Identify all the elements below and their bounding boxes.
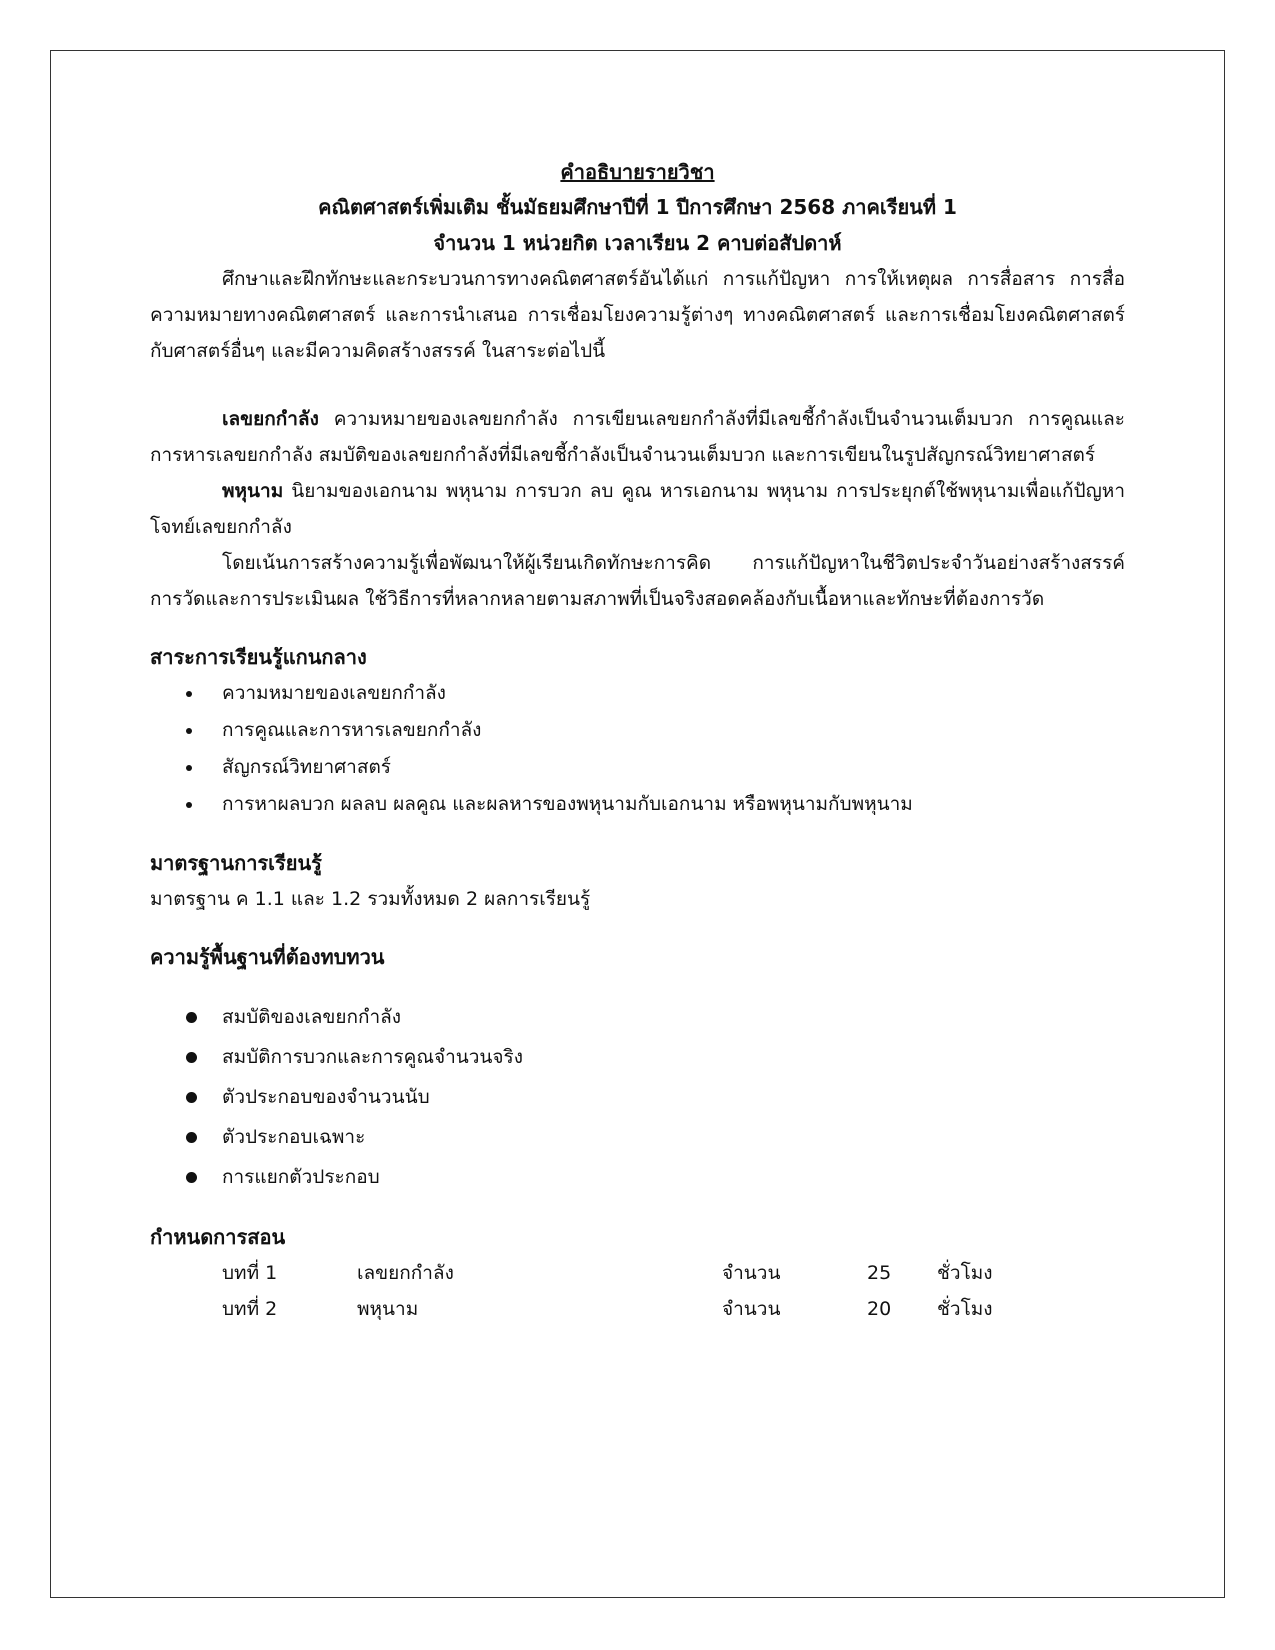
- polynomial-label: พหุนาม: [222, 480, 284, 502]
- list-item-text: ตัวประกอบเฉพาะ: [222, 1126, 366, 1148]
- list-item: [186, 1037, 1125, 1077]
- exponent-text: ความหมายของเลขยกกำลัง การเขียนเลขยกกำลังที่มีเลขชี้กำลังเป็นจำนวนเต็มบวก การคูณและการหารเลขยกกำลัง สมบัติของเลขยกกำลังที่มีเลขชี้กำลังเป็นจำนวนเต็มบวก และการเขียนในรูปสัญกรณ์วิทยาศาสตร์: [150, 408, 1125, 466]
- list-item-text: การหาผลบวก ผลลบ ผลคูณ และผลหารของพหุนามกับเอกนาม หรือพหุนามกับพหุนาม: [222, 793, 913, 815]
- list-item: [186, 675, 1125, 712]
- bullet-icon: [186, 1052, 197, 1063]
- list-item: [186, 1117, 1125, 1157]
- unit-cell: บทที่ 2: [222, 1298, 278, 1320]
- list-item-text: ความหมายของเลขยกกำลัง: [222, 682, 446, 704]
- document-body: [150, 155, 1125, 1327]
- list-item: [186, 1157, 1125, 1197]
- exponent-label: เลขยกกำลัง: [222, 408, 319, 430]
- spacer: [150, 823, 1125, 845]
- prerequisites-list: [150, 997, 1125, 1197]
- spacer: [150, 975, 1125, 997]
- prerequisites-heading: ความรู้พื้นฐานที่ต้องทบทวน: [150, 945, 385, 969]
- polynomial-text: นิยามของเอกนาม พหุนาม การบวก ลบ คูณ หารเอกนาม พหุนาม การประยุกต์ใช้พหุนามเพื่อแก้ปัญหาโจทย์เลขยกกำลัง: [150, 480, 1125, 538]
- bullet-icon: [186, 1092, 197, 1103]
- bullet-icon: [186, 1012, 197, 1023]
- table-row: [222, 1291, 1057, 1327]
- spacer: [150, 369, 1125, 401]
- standards-text: มาตรฐาน ค 1.1 และ 1.2 รวมทั้งหมด 2 ผลการเรียนรู้: [150, 888, 591, 910]
- bullet-icon: [186, 765, 192, 771]
- list-item-text: ตัวประกอบของจำนวนนับ: [222, 1086, 430, 1108]
- document-title: คำอธิบายรายวิชา: [560, 160, 715, 184]
- list-item-text: การคูณและการหารเลขยกกำลัง: [222, 719, 482, 741]
- core-content-list: [150, 675, 1125, 823]
- unit-title-cell: เลขยกกำลัง: [357, 1262, 454, 1284]
- list-item: [186, 749, 1125, 786]
- spacer: [150, 617, 1125, 639]
- unit-title-cell: พหุนาม: [357, 1298, 419, 1320]
- core-content-heading: สาระการเรียนรู้แกนกลาง: [150, 645, 367, 669]
- intro-paragraph: ศึกษาและฝึกทักษะและกระบวนการทางคณิตศาสตร์อันได้แก่ การแก้ปัญหา การให้เหตุผล การสื่อสาร การสื่อความหมายทางคณิตศาสตร์ และการนำเสนอ การเชื่อมโยงความรู้ต่างๆ ทางคณิตศาสตร์ และการเชื่อมโยงคณิตศาสตร์กับศาสตร์อื่นๆ และมีความคิดสร้างสรรค์ ในสาระต่อไปนี้: [150, 268, 1125, 362]
- bullet-icon: [186, 1172, 197, 1183]
- course-credits: จำนวน 1 หน่วยกิต เวลาเรียน 2 คาบต่อสัปดาห์: [433, 231, 842, 255]
- spacer: [150, 917, 1125, 939]
- bullet-icon: [186, 728, 192, 734]
- spacer: [150, 1197, 1125, 1219]
- list-item: [186, 712, 1125, 749]
- table-row: [222, 1255, 1057, 1291]
- bullet-icon: [186, 1132, 197, 1143]
- list-item-text: สมบัติการบวกและการคูณจำนวนจริง: [222, 1046, 524, 1068]
- hours-cell: 25: [867, 1262, 892, 1284]
- list-item: [186, 997, 1125, 1037]
- hours-unit-cell: ชั่วโมง: [937, 1262, 993, 1284]
- bullet-icon: [186, 802, 192, 808]
- bullet-icon: [186, 691, 192, 697]
- polynomial-paragraph: [150, 473, 1125, 545]
- standards-heading: มาตรฐานการเรียนรู้: [150, 851, 322, 875]
- list-item-text: สัญกรณ์วิทยาศาสตร์: [222, 756, 391, 778]
- amount-label-cell: จำนวน: [722, 1298, 781, 1320]
- schedule-table: [222, 1255, 1057, 1327]
- schedule-heading: กำหนดการสอน: [150, 1225, 286, 1249]
- list-item-text: สมบัติของเลขยกกำลัง: [222, 1006, 402, 1028]
- exponent-paragraph: [150, 401, 1125, 473]
- focus-paragraph: โดยเน้นการสร้างความรู้เพื่อพัฒนาให้ผู้เรียนเกิดทักษะการคิด การแก้ปัญหาในชีวิตประจำวันอย่างสร้างสรรค์ การวัดและการประเมินผล ใช้วิธีการที่หลากหลายตามสภาพที่เป็นจริงสอดคล้องกับเนื้อหาและทักษะที่ต้องการวัด: [150, 552, 1125, 610]
- amount-label-cell: จำนวน: [722, 1262, 781, 1284]
- course-subtitle: คณิตศาสตร์เพิ่มเติม ชั้นมัธยมศึกษาปีที่ 1 ปีการศึกษา 2568 ภาคเรียนที่ 1: [318, 195, 957, 219]
- hours-unit-cell: ชั่วโมง: [937, 1298, 993, 1320]
- hours-cell: 20: [867, 1298, 892, 1320]
- list-item: [186, 786, 1125, 823]
- unit-cell: บทที่ 1: [222, 1262, 278, 1284]
- list-item: [186, 1077, 1125, 1117]
- list-item-text: การแยกตัวประกอบ: [222, 1166, 380, 1188]
